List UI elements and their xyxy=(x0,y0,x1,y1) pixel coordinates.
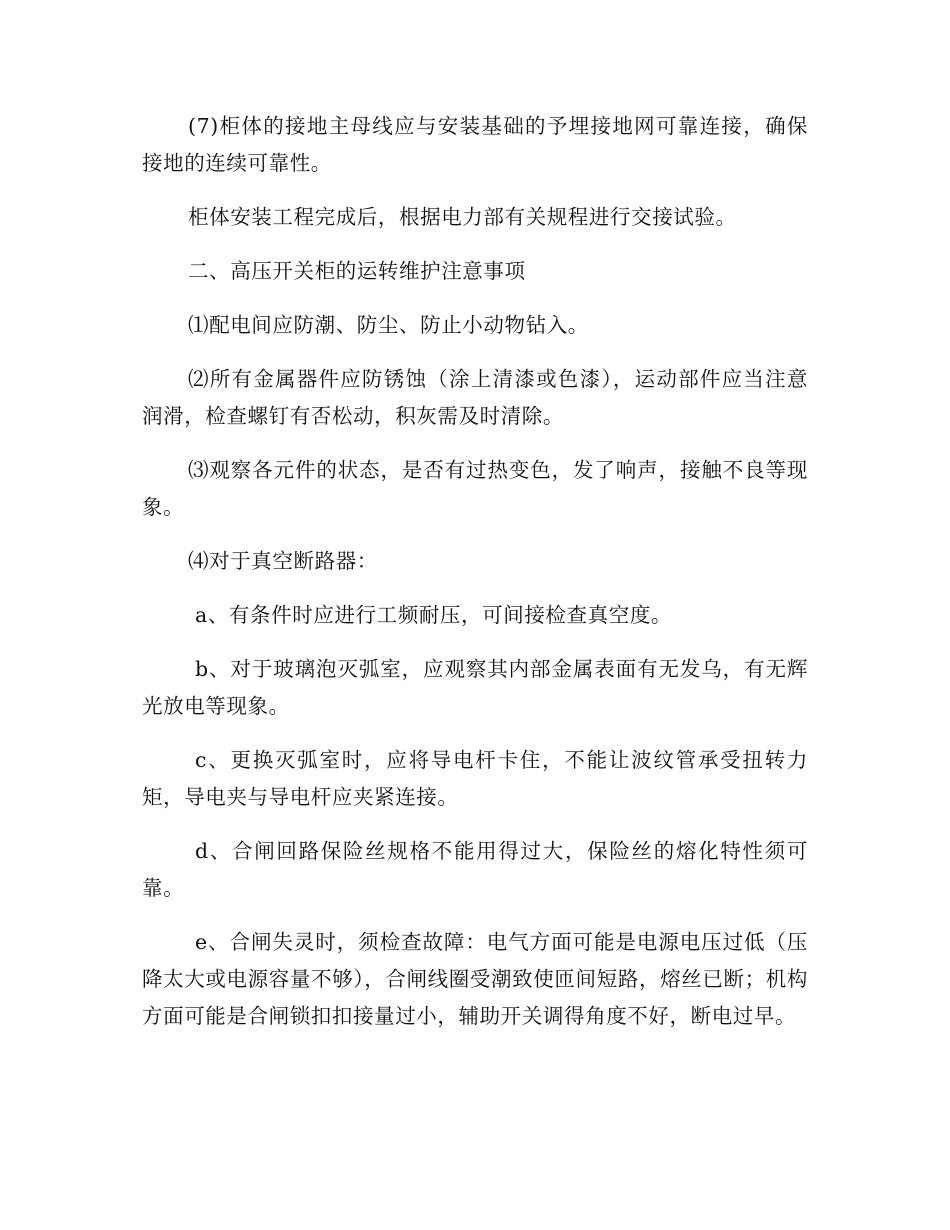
paragraph-item-7: (7)柜体的接地主母线应与安装基础的予埋接地网可靠连接，确保接地的连续可靠性。 xyxy=(142,114,808,175)
document-body xyxy=(142,108,808,1035)
paragraph-item-4: ⑷对于真空断路器： xyxy=(188,549,378,573)
paragraph-item-3: ⑶观察各元件的状态，是否有过热变色，发了响声，接触不良等现象。 xyxy=(142,458,808,519)
sub-item-e: e、合闸失灵时，须检查故障：电气方面可能是电源电压过低（压降太大或电源容量不够），合闸线圈受潮致使匝间短路，熔丝已断；机构方面可能是合闸锁扣扣接量过小，辅助开关调得角度不好，断电过早。 xyxy=(142,930,808,1028)
paragraph-item-1: ⑴配电间应防潮、防尘、防止小动物钻入。 xyxy=(188,313,589,337)
sub-item-b: b、对于玻璃泡灭弧室，应观察其内部金属表面有无发乌，有无辉光放电等现象。 xyxy=(142,657,808,718)
section-heading-maintenance: 二、高压开关柜的运转维护注意事项 xyxy=(188,259,526,283)
paragraph-item-2: ⑵所有金属器件应防锈蚀（涂上清漆或色漆），运动部件应当注意润滑，检查螺钉有否松动，积灰需及时清除。 xyxy=(142,367,808,428)
paragraph-acceptance-test: 柜体安装工程完成后，根据电力部有关规程进行交接试验。 xyxy=(188,205,737,229)
sub-item-d: d、合闸回路保险丝规格不能用得过大，保险丝的熔化特性须可靠。 xyxy=(142,839,808,900)
sub-item-a: a、有条件时应进行工频耐压，可间接检查真空度。 xyxy=(195,603,673,627)
sub-item-c: c、更换灭弧室时，应将导电杆卡住，不能让波纹管承受扭转力矩，导电夹与导电杆应夹紧连接。 xyxy=(142,748,808,809)
